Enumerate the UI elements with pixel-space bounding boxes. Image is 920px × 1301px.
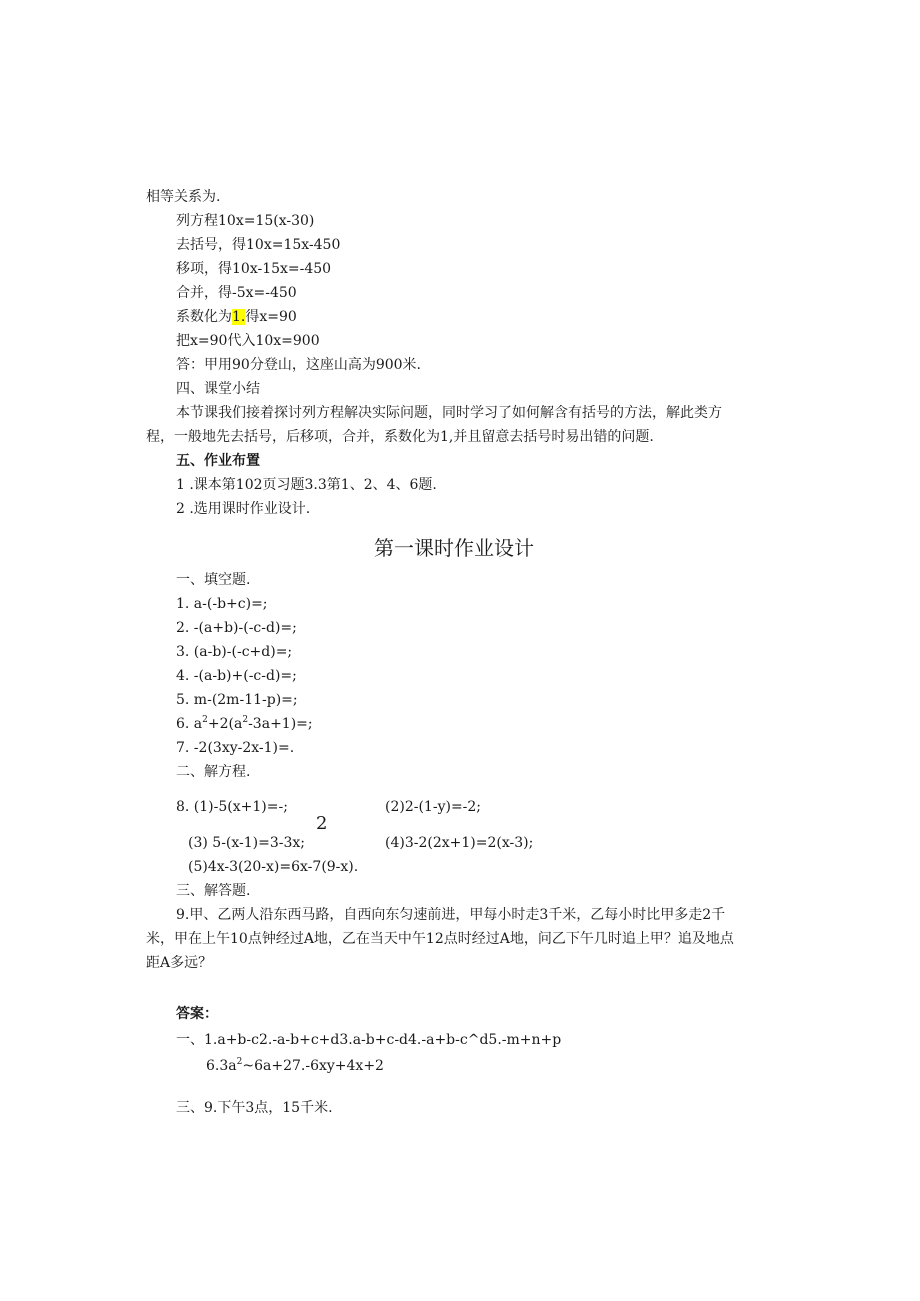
section-word-problems: 三、解答题. [176, 883, 251, 899]
summary-heading: 四、课堂小结 [176, 381, 260, 397]
fill-item-1: 1. a-(-b+c)=; [176, 596, 268, 612]
fill-item-2: 2. -(a+b)-(-c-d)=; [176, 620, 297, 636]
problem-9-line1: 9.甲、乙两人沿东西马路，自西向东匀速前进，甲每小时走3千米，乙每小时比甲多走2千 [176, 907, 726, 923]
normalize-result: 得x=90 [245, 309, 297, 325]
solution-substitute: 把x=90代入10x=900 [176, 333, 320, 349]
answers-row-2 [206, 1056, 384, 1076]
fill-item-6-part-c: -3a+1)=; [248, 716, 313, 732]
fraction-denominator: 2 [316, 813, 328, 834]
solution-normalize [176, 307, 297, 327]
problem-9-line2: 米，甲在上午10点钟经过A地，乙在当天中午12点时经过A地，问乙下午几时追上甲？追及地点 [146, 931, 734, 947]
solution-line-intro: 相等关系为. [146, 189, 221, 205]
equation-8-4: (4)3-2(2x+1)=2(x-3); [385, 835, 534, 851]
answers-row-2-part-a: 6.3a [206, 1058, 237, 1074]
solution-combine: 合并，得-5x=-450 [176, 285, 297, 301]
section-fill-blank: 一、填空题. [176, 572, 251, 588]
section-solve-equations: 二、解方程. [176, 764, 251, 780]
solution-transpose: 移项，得10x-15x=-450 [176, 261, 332, 277]
answers-row-3: 三、9.下午3点，15千米. [176, 1100, 333, 1116]
solution-remove-brackets: 去括号，得10x=15x-450 [176, 237, 341, 253]
homework-item-1: 1 .课本第102页习题3.3第1、2、4、6题. [176, 477, 437, 493]
equation-8-5: (5)4x-3(20-x)=6x-7(9-x). [188, 859, 359, 875]
fill-item-3: 3. (a-b)-(-c+d)=; [176, 644, 293, 660]
solution-equation: 列方程10x=15(x-30) [176, 213, 315, 229]
summary-paragraph-line2: 程，一般地先去括号，后移项，合并，系数化为1,并且留意去括号时易出错的问题. [146, 429, 654, 445]
equation-8-3: (3) 5-(x-1)=3-3x; [188, 835, 306, 851]
normalize-prefix: 系数化为 [176, 309, 232, 325]
fill-item-6 [176, 714, 313, 734]
equation-8-1: 8. (1)-5(x+1)=-; [176, 799, 288, 815]
fill-item-7: 7. -2(3xy-2x-1)=. [176, 740, 295, 756]
homework-item-2: 2 .选用课时作业设计. [176, 501, 311, 517]
highlighted-text: 1. [232, 309, 246, 325]
homework-heading: 五、作业布置 [176, 453, 260, 469]
page-title: 第一课时作业设计 [374, 536, 534, 560]
answers-row-2-part-b: ~6a+27.-6xy+4x+2 [242, 1058, 384, 1074]
exponent: 2 [236, 1057, 243, 1067]
problem-9-line3: 距A多远？ [146, 955, 213, 971]
fill-item-5: 5. m-(2m-11-p)=; [176, 692, 298, 708]
answers-row-1: 一、1.a+b-c2.-a-b+c+d3.a-b+c-d4.-a+b-c^d5.-m+n+p [176, 1032, 562, 1048]
solution-answer: 答：甲用90分登山，这座山高为900米. [176, 357, 421, 373]
answers-heading: 答案： [176, 1006, 218, 1022]
exponent: 2 [242, 715, 249, 725]
fill-item-6-part-a: 6. a [176, 716, 203, 732]
equation-8-2: (2)2-(1-y)=-2; [385, 799, 482, 815]
fill-item-6-part-b: +2(a [207, 716, 243, 732]
fill-item-4: 4. -(a-b)+(-c-d)=; [176, 668, 297, 684]
exponent: 2 [202, 715, 208, 725]
summary-paragraph-line1: 本节课我们接着探讨列方程解决实际问题，同时学习了如何解含有括号的方法，解此类方 [176, 405, 722, 421]
